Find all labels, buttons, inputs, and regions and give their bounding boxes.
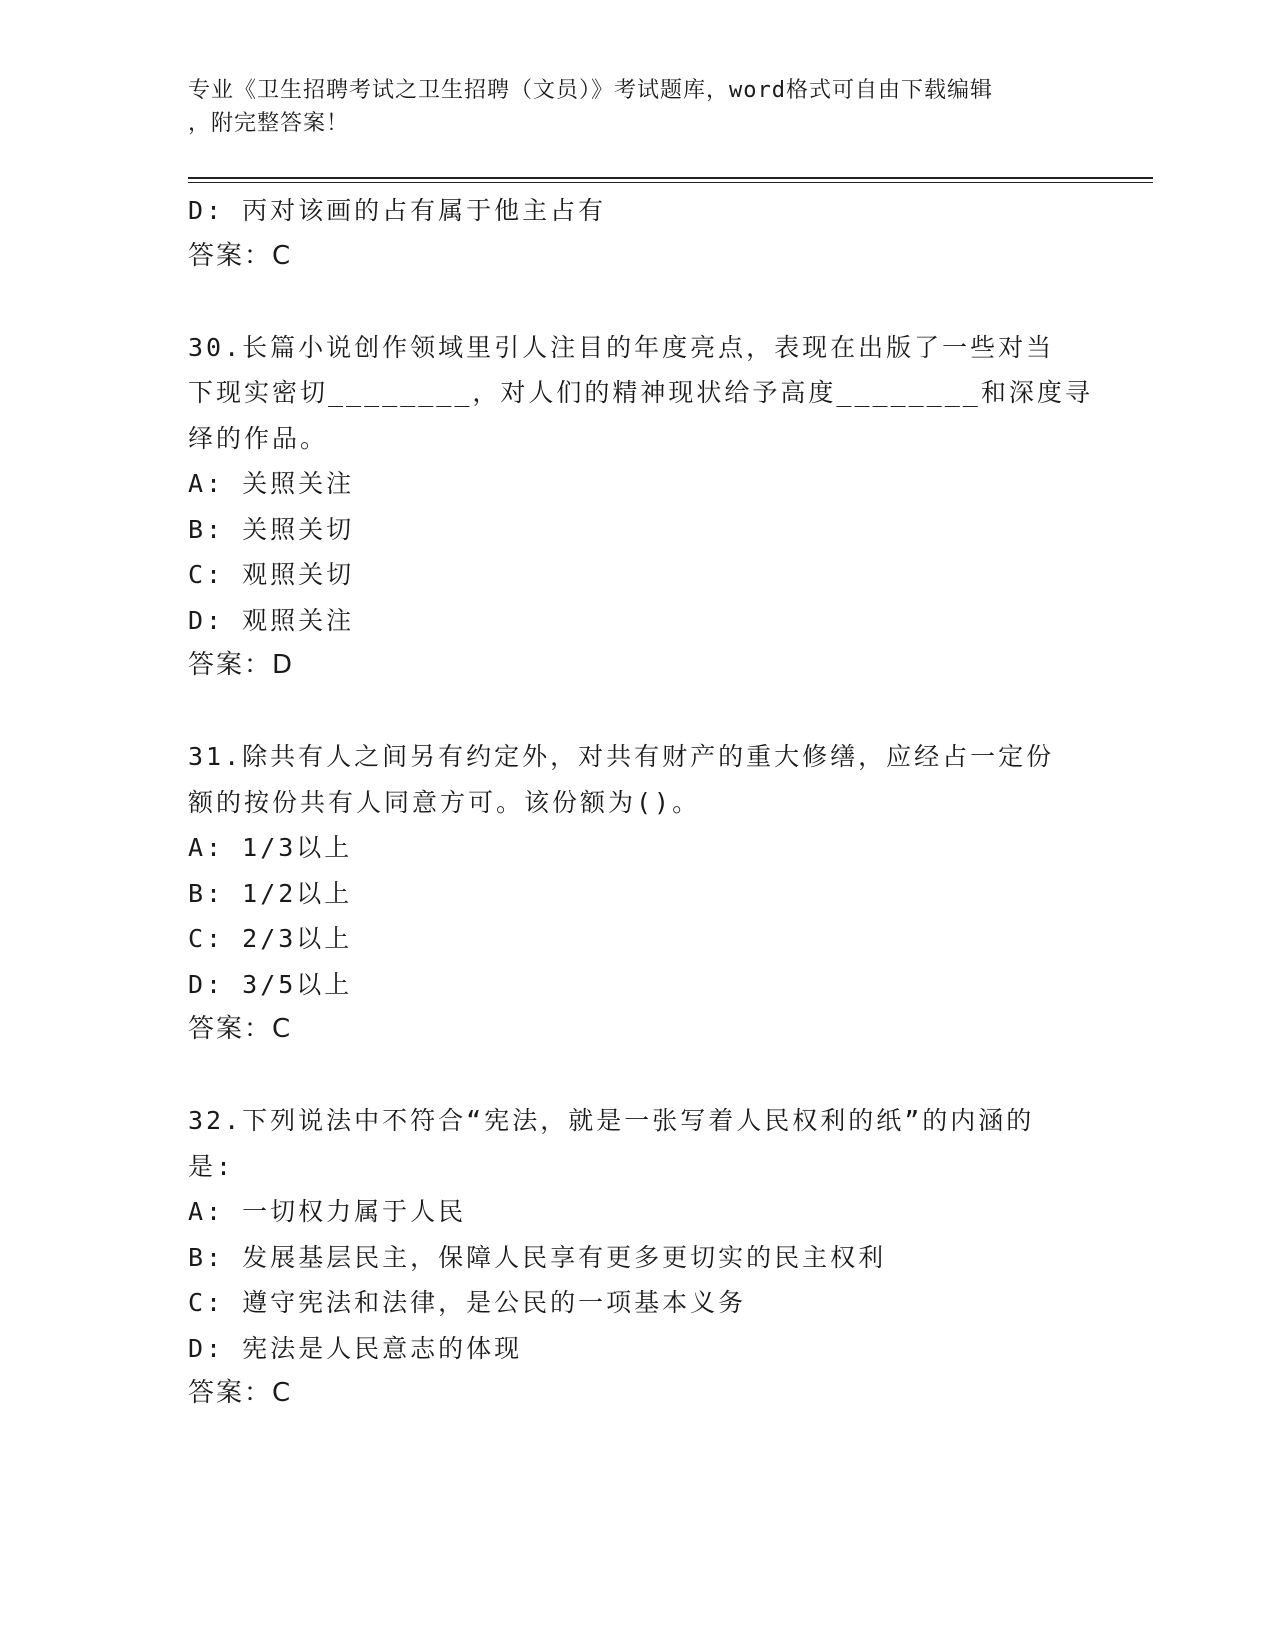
header-line-1: 专业《卫生招聘考试之卫生招聘（文员）》考试题库，word格式可自由下载编辑 (188, 78, 993, 103)
answer-line: 答案：C (188, 1014, 293, 1044)
answer-line: 答案：D (188, 650, 295, 680)
question-block-prev (188, 188, 1088, 279)
answer-line: 答案：C (188, 240, 293, 271)
answer-line: 答案：C (188, 1378, 293, 1408)
question-block-30 (188, 325, 1093, 689)
question-text-line: 下现实密切________，对人们的精神现状给予高度________和深度寻 (188, 378, 1093, 407)
option-a: A: 关照关注 (188, 469, 355, 498)
option-d: D: 丙对该画的占有属于他主占有 (188, 196, 607, 225)
question-text-line: 是: (188, 1151, 235, 1181)
document-header (188, 74, 1068, 140)
spacer (188, 689, 1088, 735)
header-line-2: ，附完整答案！ (188, 111, 350, 136)
option-b: B: 关照关切 (188, 514, 355, 544)
option-d: D: 观照关注 (188, 605, 355, 635)
option-a: A: 一切权力属于人民 (188, 1197, 467, 1226)
option-c: C: 2/3以上 (188, 924, 353, 953)
header-divider-thick (188, 177, 1153, 179)
spacer (188, 279, 1088, 325)
question-text-line: 32.下列说法中不符合“宪法，就是一张写着人民权利的纸”的内涵的 (188, 1106, 1035, 1135)
spacer (188, 1053, 1088, 1099)
question-text-line: 30.长篇小说创作领域里引人注目的年度亮点，表现在出版了一些对当 (188, 332, 1055, 362)
option-d: D: 3/5以上 (188, 969, 353, 999)
question-block-31 (188, 734, 1088, 1053)
document-body (188, 188, 1093, 1417)
question-block-32 (188, 1098, 1088, 1417)
question-text-line: 额的按份共有人同意方可。该份额为()。 (188, 787, 701, 817)
question-text-line: 31.除共有人之间另有约定外，对共有财产的重大修缮，应经占一定份 (188, 742, 1055, 771)
option-a: A: 1/3以上 (188, 833, 353, 862)
option-b: B: 1/2以上 (188, 878, 353, 908)
option-c: C: 观照关切 (188, 560, 355, 589)
option-b: B: 发展基层民主，保障人民享有更多更切实的民主权利 (188, 1242, 887, 1272)
option-d: D: 宪法是人民意志的体现 (188, 1333, 523, 1363)
option-c: C: 遵守宪法和法律，是公民的一项基本义务 (188, 1288, 747, 1317)
question-text-line: 绎的作品。 (188, 423, 329, 453)
header-divider-thin (188, 182, 1153, 183)
